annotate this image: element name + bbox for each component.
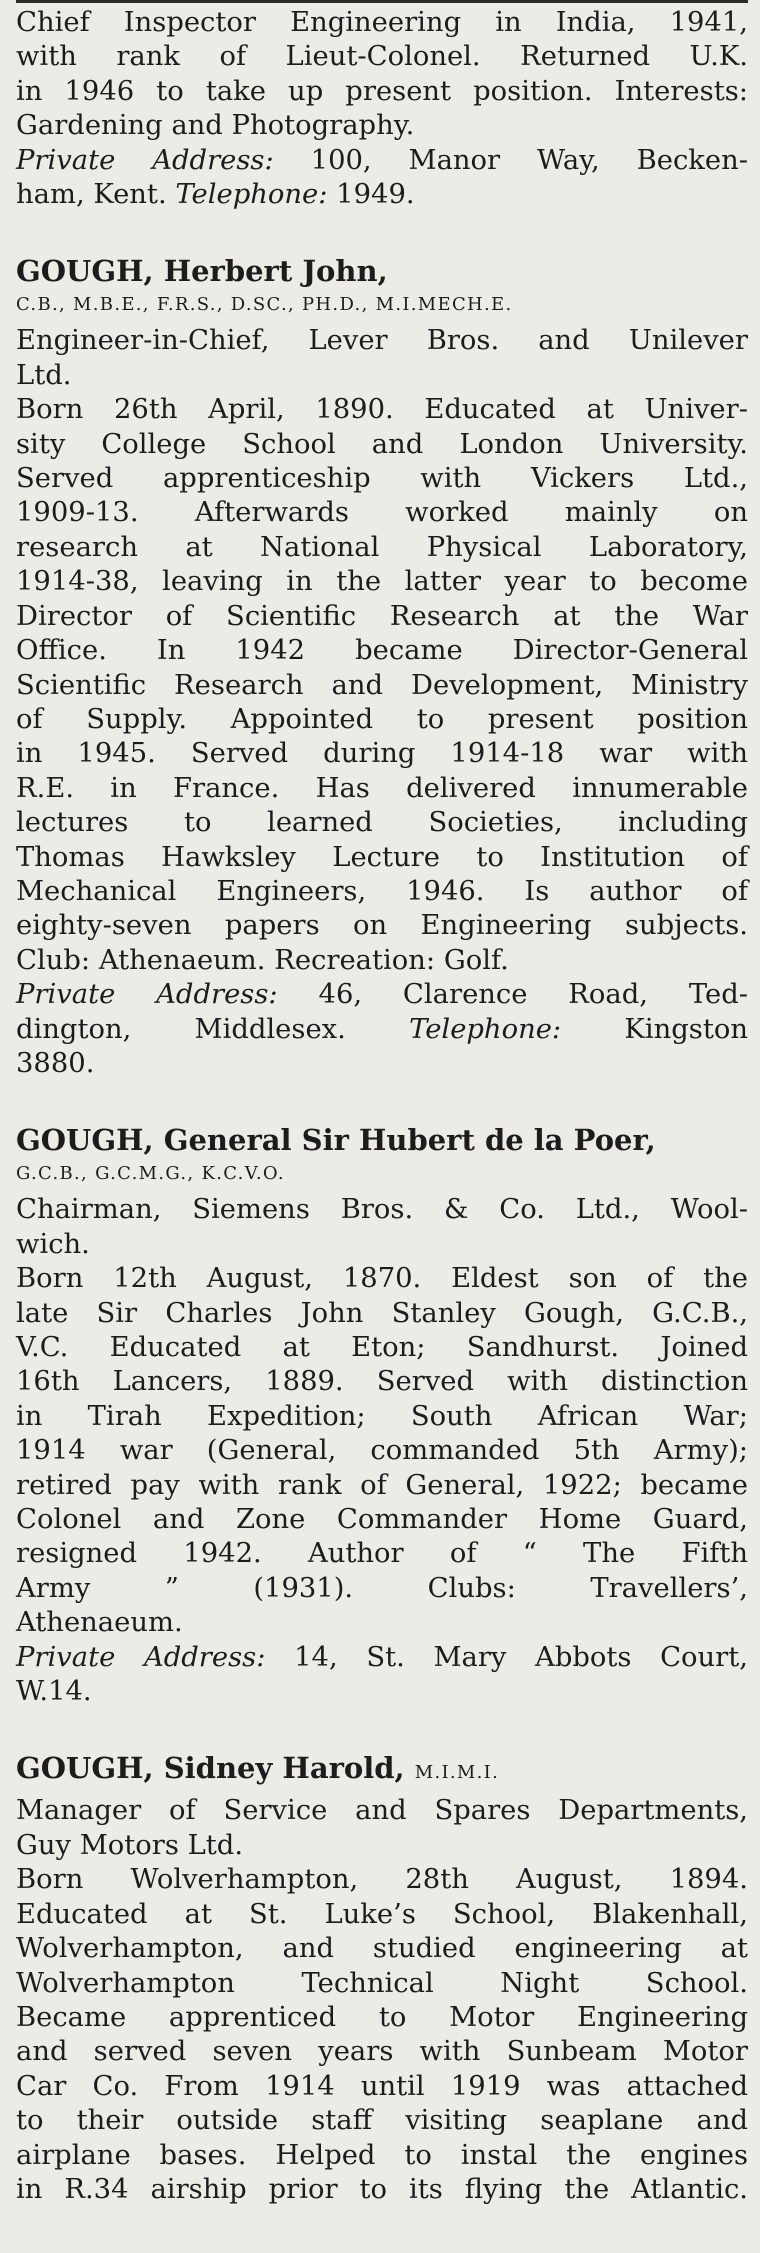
bio-line: V.C. Educated at Eton; Sandhurst. Joined [16, 1332, 748, 1363]
bio-line: to their outside staff visiting seaplane and [16, 2105, 748, 2137]
telephone-value: Kingston [624, 1013, 748, 1045]
bio-line: in Tirah Expedition; South African War; [16, 1400, 748, 1432]
bio-line: of Supply. Appointed to present position [16, 703, 748, 735]
address-value: 46, Clarence Road, Ted- [318, 979, 748, 1011]
bio-line: 1914 war (General, commanded 5th Army); [16, 1435, 748, 1467]
bio-line: and served seven years with Sunbeam Motor [16, 2036, 748, 2068]
address-line: W.14. [16, 1676, 92, 1708]
bio-line: Colonel and Zone Commander Home Guard, [16, 1504, 748, 1536]
entry-name [16, 1751, 748, 1790]
address-label: Private Address: [16, 144, 274, 176]
entry-given-names: Sidney Harold, [163, 1751, 405, 1786]
entry-surname: GOUGH, [16, 254, 154, 289]
entry-gough-herbert-john [16, 254, 748, 1081]
bio-line: Born 12th August, 1870. Eldest son of the [16, 1263, 748, 1295]
entry-name [16, 1123, 748, 1157]
bio-line: in R.34 airship prior to its flying the Atlantic. [16, 2173, 748, 2205]
top-rule [16, 0, 748, 3]
entry-qualifications: C.B., M.B.E., F.R.S., D.SC., PH.D., M.I.MECH.E. [16, 294, 513, 316]
bio-line: Director of Scientific Research at the War [16, 600, 748, 632]
position-line: Ltd. [16, 359, 72, 391]
text-line: Gardening and Photography. [16, 110, 415, 142]
text-line: in 1946 to take up present position. Interests: [16, 75, 748, 107]
entry-name [16, 254, 748, 288]
entry-qualifications: G.C.B., G.C.M.G., K.C.V.O. [16, 1163, 285, 1185]
bio-line: Educated at St. Luke’s School, Blakenhall, [16, 1898, 748, 1930]
bio-line: Wolverhampton Technical Night School. [16, 1967, 748, 1999]
position-line: Guy Motors Ltd. [16, 1829, 244, 1861]
bio-line: Army ” (1931). Clubs: Travellers’, [16, 1572, 748, 1604]
bio-line: airplane bases. Helped to instal the engines [16, 2139, 748, 2171]
telephone-label: Telephone: [409, 1013, 562, 1045]
bio-line: Office. In 1942 became Director-General [16, 635, 748, 667]
bio-line: Mechanical Engineers, 1946. Is author of [16, 875, 748, 907]
address-line [16, 1013, 748, 1047]
bio-line: Thomas Hawksley Lecture to Institution of [16, 841, 748, 873]
address-value: 100, Manor Way, Becken- [310, 144, 748, 176]
position-line: Chairman, Siemens Bros. & Co. Ltd., Wool- [16, 1194, 748, 1226]
position-line: Manager of Service and Spares Departments, [16, 1795, 748, 1827]
bio-line: eighty-seven papers on Engineering subjects. [16, 910, 748, 942]
bio-line: Athenaeum. [16, 1607, 183, 1639]
bio-line: Car Co. From 1914 until 1919 was attached [16, 2070, 748, 2102]
entry-surname: GOUGH, [16, 1751, 154, 1786]
entry-gough-sidney-harold [16, 1751, 748, 2207]
telephone-value: 1949. [336, 179, 415, 211]
address-line [16, 178, 748, 212]
address-value: dington, Middlesex. [16, 1013, 346, 1045]
position-line: Engineer-in-Chief, Lever Bros. and Unilever [16, 325, 748, 357]
address-value: 14, St. Mary Abbots Court, [294, 1641, 748, 1673]
bio-line: R.E. in France. Has delivered innumerable [16, 772, 748, 804]
bio-line: sity College School and London University. [16, 428, 748, 460]
bio-line: 1914-38, leaving in the latter year to become [16, 566, 748, 598]
bio-line: Scientific Research and Development, Ministry [16, 669, 748, 701]
telephone-line: 3880. [16, 1047, 95, 1079]
text-line: with rank of Lieut-Colonel. Returned U.K. [16, 41, 748, 73]
bio-line: resigned 1942. Author of “ The Fifth [16, 1538, 748, 1570]
text-line: Chief Inspector Engineering in India, 1941, [16, 7, 748, 38]
entry-surname: GOUGH, [16, 1123, 154, 1158]
bio-line: Club: Athenaeum. Recreation: Golf. [16, 944, 509, 976]
address-line [16, 978, 748, 1012]
intro-entry [16, 0, 748, 212]
address-label: Private Address: [16, 1641, 266, 1673]
bio-line: late Sir Charles John Stanley Gough, G.C.B., [16, 1297, 748, 1329]
bio-line: Born 26th April, 1890. Educated at Univer- [16, 394, 748, 426]
entry-given-names: Herbert John, [163, 254, 388, 289]
address-line [16, 144, 748, 178]
bio-line: retired pay with rank of General, 1922; became [16, 1469, 748, 1501]
address-value: ham, Kent. [16, 179, 167, 211]
telephone-label: Telephone: [175, 179, 328, 211]
bio-line: Wolverhampton, and studied engineering at [16, 1933, 748, 1965]
bio-line: lectures to learned Societies, including [16, 807, 748, 839]
entry-given-names: General Sir Hubert de la Poer, [163, 1123, 656, 1158]
bio-line: in 1945. Served during 1914-18 war with [16, 738, 748, 770]
position-line: wich. [16, 1228, 90, 1260]
bio-line: Born Wolverhampton, 28th August, 1894. [16, 1864, 748, 1896]
bio-line: 1909-13. Afterwards worked mainly on [16, 497, 748, 529]
address-line [16, 1641, 748, 1675]
bio-line: 16th Lancers, 1889. Served with distinction [16, 1366, 748, 1398]
bio-line: research at National Physical Laboratory, [16, 531, 748, 563]
bio-line: Served apprenticeship with Vickers Ltd., [16, 463, 748, 495]
entry-qualifications: M.I.M.I. [414, 1762, 500, 1784]
address-label: Private Address: [16, 979, 278, 1011]
entry-gough-hubert-de-la-poer [16, 1123, 748, 1709]
bio-line: Became apprenticed to Motor Engineering [16, 2001, 748, 2033]
